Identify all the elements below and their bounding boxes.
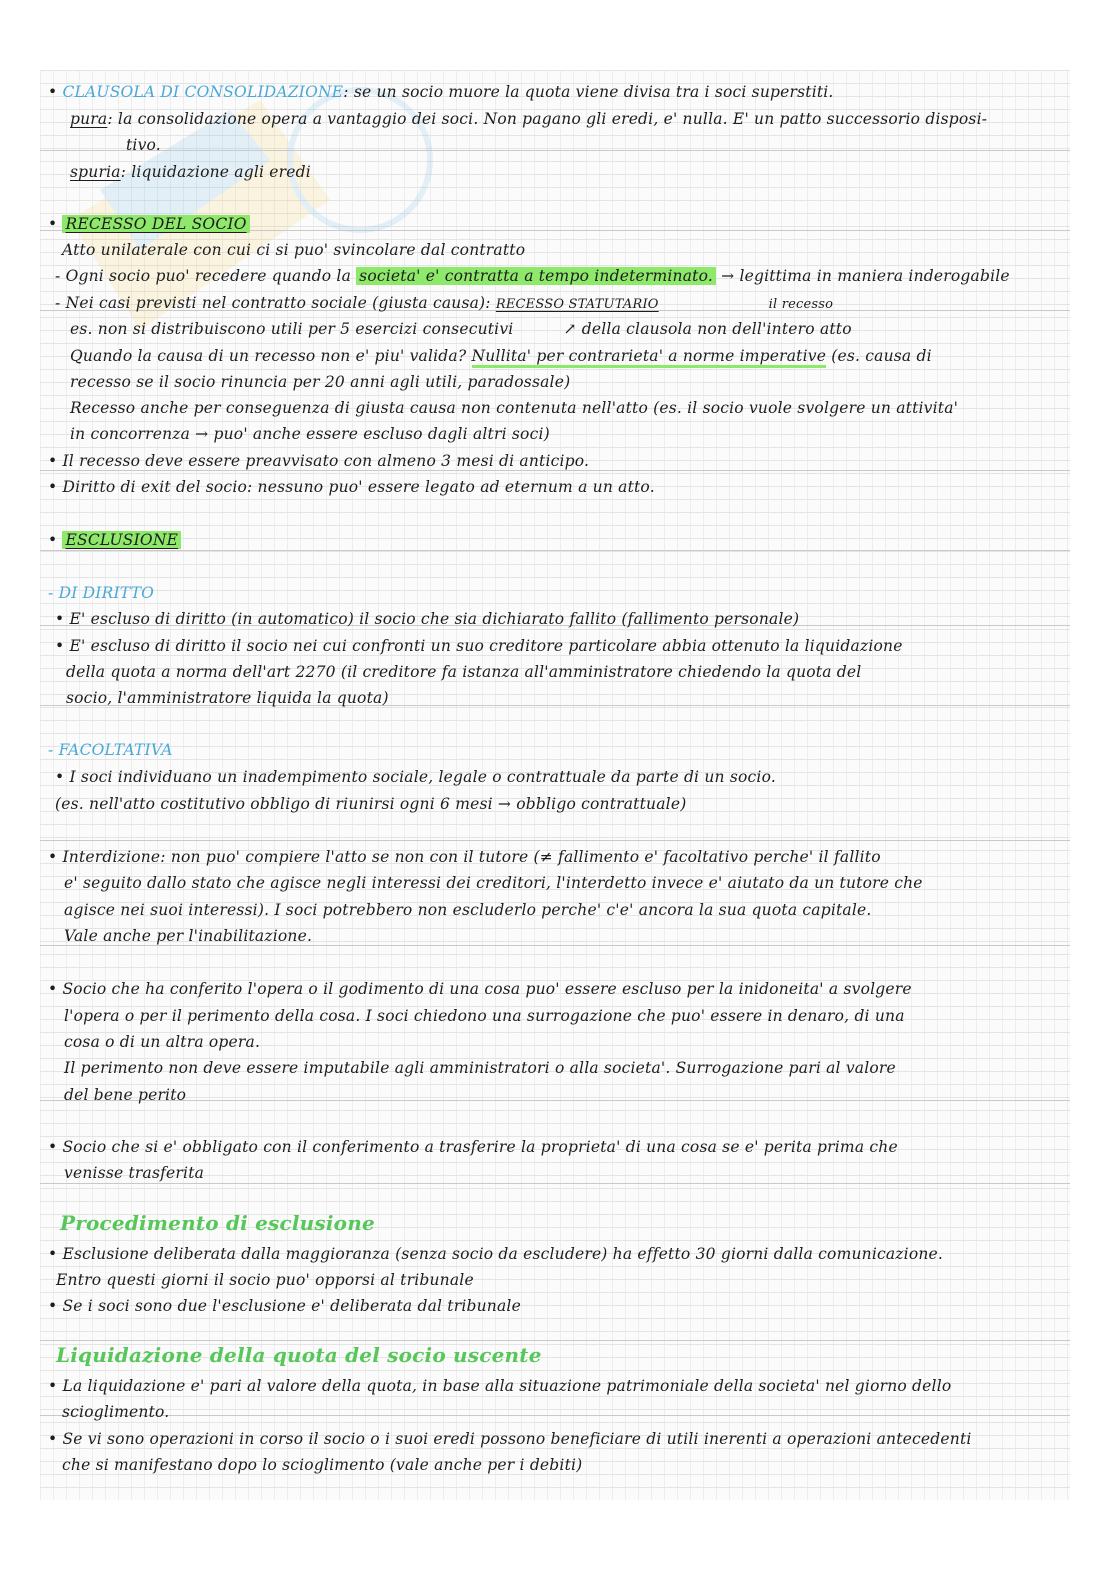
note-line: • Socio che ha conferito l'opera o il godimento di una cosa puo' essere escluso per la inidoneita' a svolgere xyxy=(48,980,912,998)
text: - Nei casi previsti nel contratto sociale (giusta causa): xyxy=(55,294,491,312)
note-line: tivo. xyxy=(126,136,161,154)
term-recesso-statutario: RECESSO STATUTARIO xyxy=(495,297,659,312)
text: : se un socio muore la quota viene divisa tra i soci superstiti. xyxy=(343,83,834,101)
note-line: Recesso anche per conseguenza di giusta causa non contenuta nell'atto (es. il socio vuole svolgere un attivita' xyxy=(70,399,959,417)
text: es. non si distribuiscono utili per 5 esercizi consecutivi xyxy=(70,320,514,338)
note-line: cosa o di un altra opera. xyxy=(64,1033,261,1051)
note-line xyxy=(70,319,852,339)
note-line: (es. nell'atto costitutivo obbligo di riunirsi ogni 6 mesi → obbligo contrattuale) xyxy=(55,795,687,813)
note-line: • Il recesso deve essere preavvisato con almeno 3 mesi di anticipo. xyxy=(48,452,590,470)
note-line: Vale anche per l'inabilitazione. xyxy=(64,927,313,945)
section-heading-recesso: • RECESSO DEL SOCIO xyxy=(48,214,250,234)
note-line: • CLAUSOLA DI CONSOLIDAZIONE: se un socio muore la quota viene divisa tra i soci superstiti. xyxy=(48,83,834,101)
note-line: del bene perito xyxy=(64,1086,187,1104)
note-line: socio, l'amministratore liquida la quota) xyxy=(66,689,389,707)
note-line: e' seguito dallo stato che agisce negli interessi dei creditori, l'interdetto invece e' aiutato da un tutore che xyxy=(64,874,923,892)
text: - Ogni socio puo' recedere quando la xyxy=(55,267,352,285)
subheading-facoltativa: - FACOLTATIVA xyxy=(48,741,173,759)
note-line xyxy=(55,266,1010,286)
note-line: • Interdizione: non puo' compiere l'atto se non con il tutore (≠ fallimento e' facoltativo perche' il fallito xyxy=(48,848,881,866)
text: : liquidazione agli eredi xyxy=(120,163,311,181)
note-line: • Se vi sono operazioni in corso il socio o i suoi eredi possono beneficiare di utili inerenti a operazioni antecedenti xyxy=(48,1430,972,1448)
term-pura: pura xyxy=(70,110,108,128)
subheading-di-diritto: - DI DIRITTO xyxy=(48,584,155,602)
highlight: Nullita' per contrarieta' a norme imperative xyxy=(472,347,827,368)
note-line: • Socio che si e' obbligato con il conferimento a trasferire la proprieta' di una cosa se e' perita prima che xyxy=(48,1138,898,1156)
note-line: • E' escluso di diritto (in automatico) il socio che sia dichiarato fallito (fallimento personale) xyxy=(55,610,800,628)
rule xyxy=(40,150,1070,151)
note-line: • I soci individuano un inadempimento sociale, legale o contrattuale da parte di un socio. xyxy=(55,768,776,786)
note-line xyxy=(70,162,311,182)
heading-text: ESCLUSIONE xyxy=(62,531,181,549)
rule xyxy=(40,550,1070,551)
note-line xyxy=(70,109,987,129)
term-spuria: spuria xyxy=(70,163,121,181)
section-heading-procedimento: Procedimento di esclusione xyxy=(60,1211,375,1235)
note-line: • La liquidazione e' pari al valore della quota, in base alla situazione patrimoniale della societa' nel giorno dello xyxy=(48,1377,952,1395)
note-line xyxy=(70,346,932,366)
text: Quando la causa di un recesso non e' piu' valida? xyxy=(70,347,467,365)
rule xyxy=(40,1340,1070,1341)
section-heading-liquidazione: Liquidazione della quota del socio uscente xyxy=(56,1343,542,1367)
heading-text: RECESSO DEL SOCIO xyxy=(62,215,249,233)
rule xyxy=(40,1183,1070,1184)
note-line: • Se i soci sono due l'esclusione e' deliberata dal tribunale xyxy=(48,1297,521,1315)
note-line: Il perimento non deve essere imputabile agli amministratori o alla societa'. Surrogazione pari al valore xyxy=(64,1059,896,1077)
text: : la consolidazione opera a vantaggio dei soci. Non pagano gli eredi, e' nulla. E' un patto successorio disposi- xyxy=(107,110,988,128)
note-line: in concorrenza → puo' anche essere escluso dagli altri soci) xyxy=(70,425,550,443)
text: ↗ della clausola non dell'intero atto xyxy=(563,320,852,338)
rule xyxy=(40,840,1070,841)
rule xyxy=(40,1415,1070,1416)
rule xyxy=(40,1100,1070,1101)
note-line: Atto unilaterale con cui ci si puo' svincolare dal contratto xyxy=(62,241,526,259)
note-line: agisce nei suoi interessi). I soci potrebbero non escluderlo perche' c'e' ancora la sua quota capitale. xyxy=(64,901,872,919)
note-line: venisse trasferita xyxy=(64,1164,205,1182)
section-heading-esclusione: • ESCLUSIONE xyxy=(48,530,181,550)
note-line: • E' escluso di diritto il socio nei cui confronti un suo creditore particolare abbia ottenuto la liquidazione xyxy=(55,637,903,655)
highlight: societa' e' contratta a tempo indeterminato. xyxy=(356,267,716,285)
note-line: Entro questi giorni il socio puo' opporsi al tribunale xyxy=(56,1271,474,1289)
text: (es. causa di xyxy=(831,347,932,365)
note-line: l'opera o per il perimento della cosa. I soci chiedono una surrogazione che puo' essere in denaro, di una xyxy=(64,1007,905,1025)
term-clausola: CLAUSOLA DI CONSOLIDAZIONE xyxy=(62,83,344,101)
note-line xyxy=(55,293,833,315)
note-line: • Diritto di exit del socio: nessuno puo' essere legato ad eternum a un atto. xyxy=(48,478,655,496)
text: il recesso xyxy=(768,297,834,312)
text: → legittima in maniera inderogabile xyxy=(721,267,1010,285)
note-line: che si manifestano dopo lo scioglimento (vale anche per i debiti) xyxy=(62,1456,583,1474)
note-line: scioglimento. xyxy=(62,1403,170,1421)
note-line: della quota a norma dell'art 2270 (il creditore fa istanza all'amministratore chiedendo la quota del xyxy=(66,663,862,681)
note-line: recesso se il socio rinuncia per 20 anni agli utili, paradossale) xyxy=(70,373,571,391)
note-line: • Esclusione deliberata dalla maggioranza (senza socio da escludere) ha effetto 30 giorni dalla comunicazione. xyxy=(48,1245,944,1263)
